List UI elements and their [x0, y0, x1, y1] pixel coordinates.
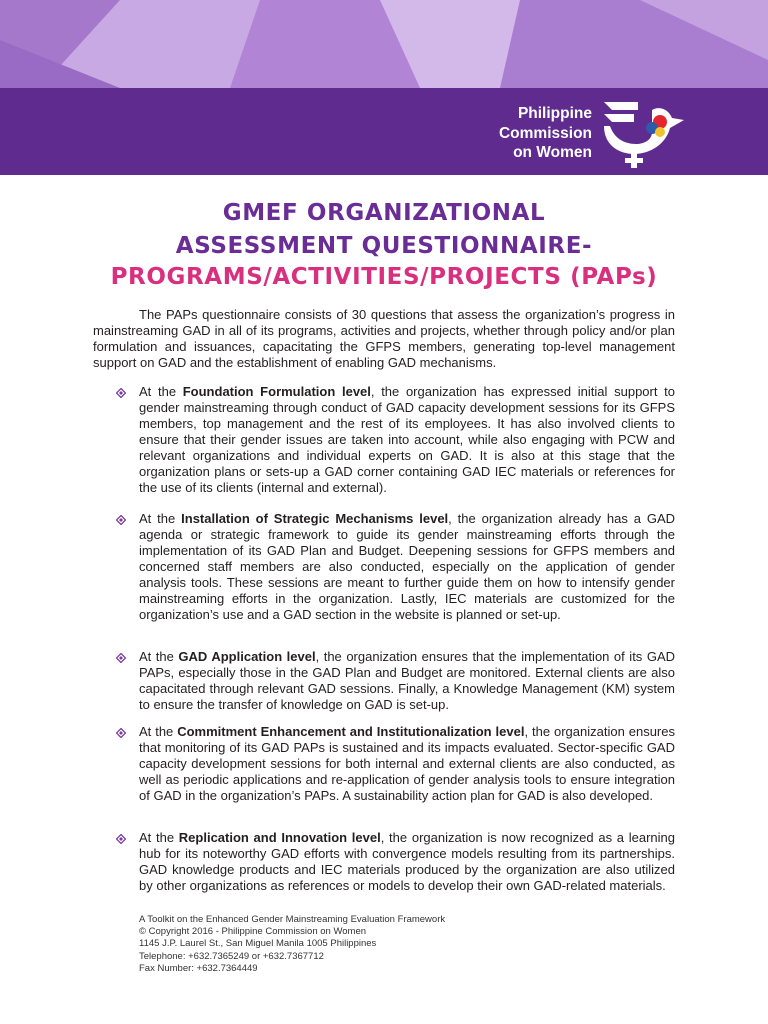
level-name: Installation of Strategic Mechanisms level: [181, 511, 449, 526]
level-description: , the organization has expressed initial support to gender mainstreaming through conduct of GAD capacity development sessions for its GFPS members, top management and the rest of its employees. It has also involved clients to ensure that their gender issues are taken into account, while also engaging with PCW and relevant organizations and individual experts on GAD. It is also at this stage that the organization plans or sets-up a GAD corner containing GAD IEC materials or references for the use of its clients (internal and external).: [139, 384, 675, 495]
title-line1: GMEF ORGANIZATIONAL: [222, 200, 546, 226]
title-line3: PROGRAMS/ACTIVITIES/PROJECTS (PAPs): [110, 264, 658, 290]
level-item-installation: [139, 511, 675, 623]
level-name: GAD Application level: [178, 649, 316, 664]
diamond-bullet-icon: [116, 653, 126, 663]
level-name: Replication and Innovation level: [178, 830, 381, 845]
level-prefix: At the: [139, 384, 183, 399]
level-prefix: At the: [139, 830, 179, 845]
level-prefix: At the: [139, 649, 179, 664]
level-description: , the organization is now recognized as a learning hub for its noteworthy GAD efforts with convergence models resulting from its partnerships. GAD knowledge products and IEC materials produced by the organization are also utilized by other organizations as references or models to develop their own GAD-related materials.: [139, 830, 675, 893]
level-prefix: At the: [139, 511, 182, 526]
level-item-replication: [139, 830, 675, 894]
footer-toolkit-title: A Toolkit on the Enhanced Gender Mainstreaming Evaluation Framework: [139, 914, 446, 925]
level-item-commitment: [139, 724, 675, 804]
level-item-gad-application: [139, 649, 675, 713]
pcw-dove-female-symbol-icon: [598, 98, 688, 172]
footer-fax: Fax Number: +632.7364449: [139, 962, 258, 974]
org-name-line2: Commission: [498, 124, 592, 142]
level-prefix: At the: [139, 724, 178, 739]
diamond-bullet-icon: [116, 834, 126, 844]
diamond-bullet-icon: [116, 388, 126, 398]
level-name: Foundation Formulation level: [182, 384, 371, 399]
decorative-header-pattern: [0, 0, 768, 88]
title-line2: ASSESSMENT QUESTIONNAIRE-: [175, 233, 593, 259]
level-description: , the organization ensures that monitoring of its GAD PAPs is sustained and its impacts evaluated. Sector-specific GAD capacity development sessions for both internal and external clients are also conducted, as well as periodic applications and re-application of gender analysis tools to ensure integration of GAD in the organization’s PAPs. A sustainability action plan for GAD is also developed.: [139, 724, 675, 803]
footer-telephone: Telephone: +632.7365249 or +632.7367712: [139, 950, 324, 962]
diamond-bullet-icon: [116, 728, 126, 738]
diamond-bullet-icon: [116, 515, 126, 525]
org-name-line3: on Women: [513, 144, 592, 161]
level-description: , the organization ensures that the implementation of its GAD PAPs, especially those in the GAD Plan and Budget are monitored. External clients are also capacitated through relevant GAD sessions. Finally, a Knowledge Management (KM) system to ensure the transfer of knowledge on GAD is set-up.: [139, 649, 676, 712]
org-name-line1: Philippine: [517, 105, 592, 122]
level-item-foundation: [139, 384, 675, 496]
level-name: Commitment Enhancement and Institutionalization level: [177, 724, 525, 739]
org-name: [480, 104, 592, 163]
intro-paragraph: The PAPs questionnaire consists of 30 questions that assess the organization’s progress in mainstreaming GAD in all of its programs, activities and projects, whether through policy and/or plan formulation and issuances, capacitating the GFPS members, generating top-level management support on GAD and the establishment of enabling GAD mechanisms.: [93, 307, 675, 370]
footer-address: 1145 J.P. Laurel St., San Miguel Manila 1005 Philippines: [139, 938, 377, 950]
footer: [139, 914, 445, 975]
level-description: , the organization already has a GAD agenda or strategic framework to guide its gender mainstreaming efforts through the implementation of its GAD Plan and Budget. Deepening sessions for GFPS members and concerned staff members are also conducted, especially on the application of gender analysis tools. These sessions are meant to further guide them on how to intensify gender mainstreaming efforts in the organization. Lastly, IEC materials are customized for the organization’s use and a GAD section in the website is planned or set-up.: [139, 511, 676, 622]
footer-copyright: © Copyright 2016 - Philippine Commission on Women: [139, 926, 367, 938]
